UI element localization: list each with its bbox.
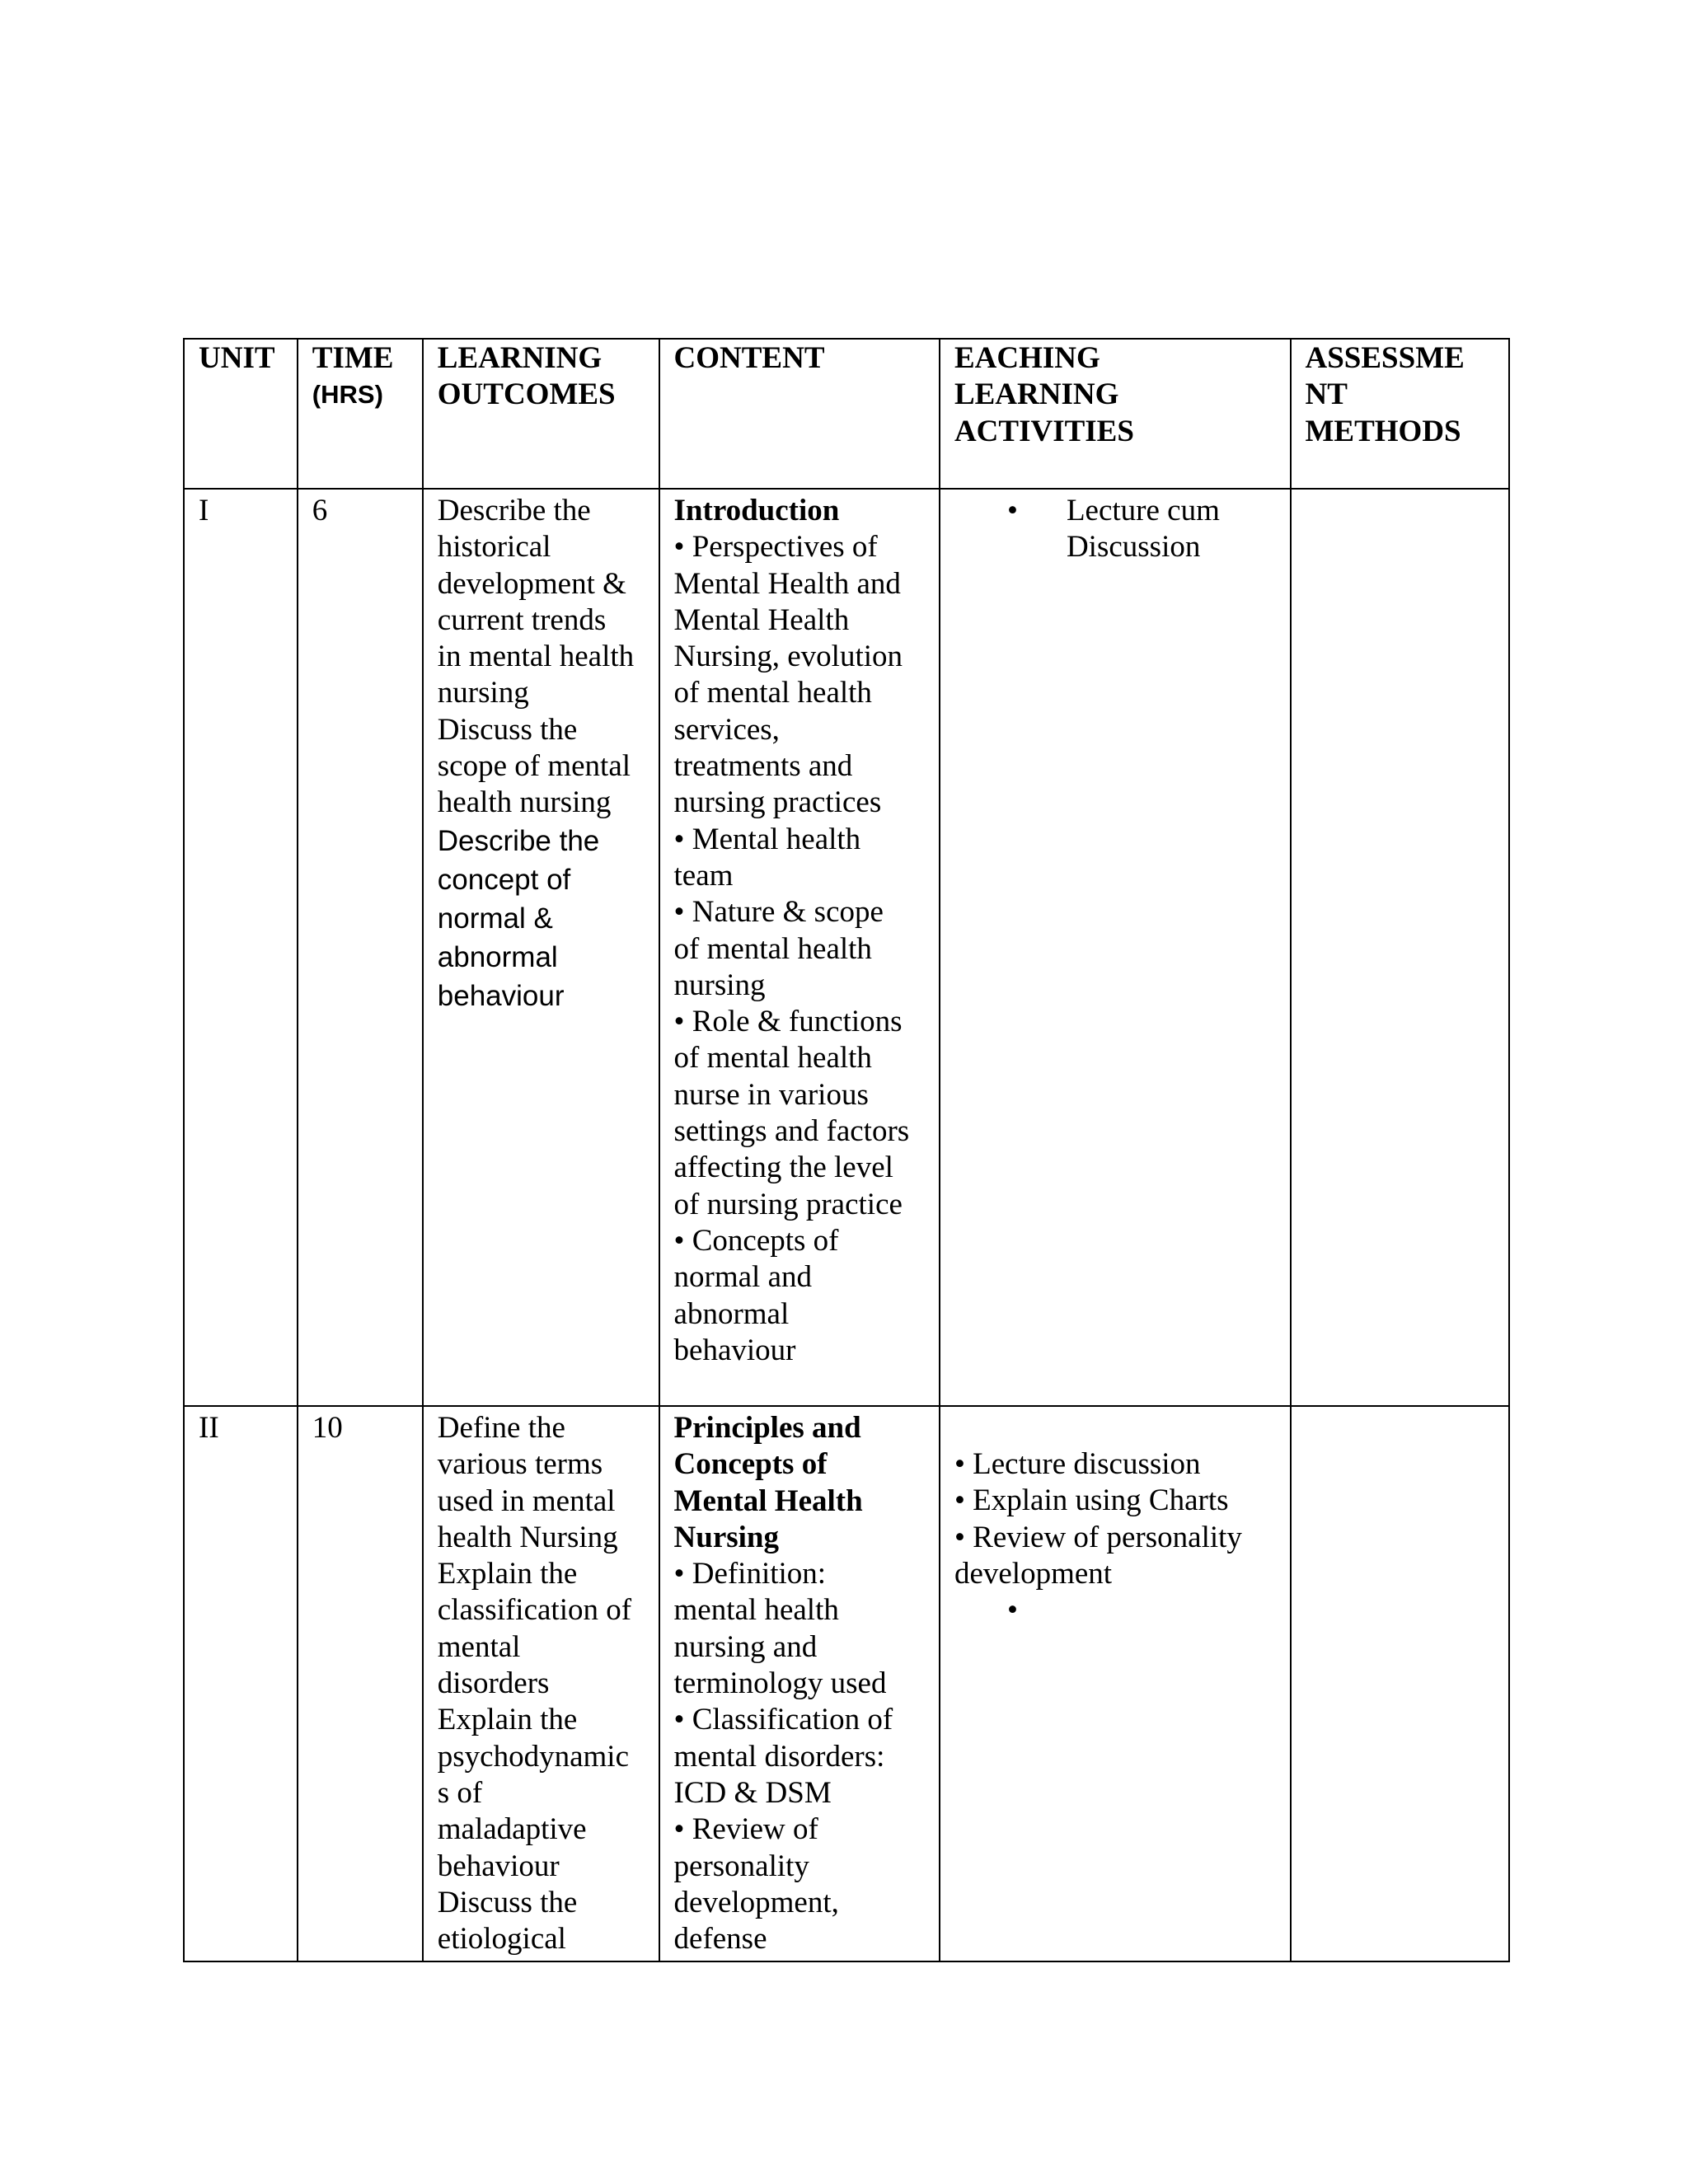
header-assessment-methods: ASSESSME NT METHODS xyxy=(1291,339,1510,489)
bullet-icon: • xyxy=(1006,494,1018,527)
header-time: TIME (HRS) xyxy=(298,339,423,489)
list-item: development xyxy=(954,1556,1113,1591)
table-row xyxy=(184,489,1509,1406)
unit-cell: II xyxy=(184,1406,298,1961)
content-title: Principles and xyxy=(673,1411,861,1445)
teaching-activities-cell xyxy=(940,1406,1291,1961)
assessment-cell xyxy=(1291,1406,1510,1961)
header-time-unit: (HRS) xyxy=(312,380,383,410)
header-content: CONTENT xyxy=(659,339,940,489)
assessment-cell xyxy=(1291,489,1510,1406)
content-cell: Principles and Concepts of Mental Health Nursing • Definition: mental health nursing and terminology used • Classification of mental disorders: ICD & DSM • Review of personality development, defense xyxy=(659,1406,940,1961)
time-cell: 10 xyxy=(298,1406,423,1961)
header-unit: UNIT xyxy=(184,339,298,489)
list-item: • Review of personality xyxy=(954,1520,1242,1554)
content-title: Introduction xyxy=(673,494,840,527)
content-cell: Introduction • Perspectives of Mental Health and Mental Health Nursing, evolution of mental health services, treatments and nursing practices • Mental health team • Nature & scope of mental health nursing • Role & functions of mental health nurse in various settings and factors affecting the level of nursing practice • Concepts of normal and abnormal behaviour xyxy=(659,489,940,1406)
learning-outcomes-cell: Define the various terms used in mental health Nursing Explain the classification of mental disorders Explain the psychodynamic s of maladaptive behaviour Discuss the etiological xyxy=(423,1406,659,1961)
header-teaching-activities: EACHING LEARNING ACTIVITIES xyxy=(940,339,1291,489)
bullet-icon: • xyxy=(1006,1593,1018,1628)
header-row xyxy=(184,339,1509,489)
outcome-sans-block: Describe the concept of normal & abnormal behaviour xyxy=(437,824,600,1012)
table-row xyxy=(184,1406,1509,1961)
teaching-activities-cell xyxy=(940,489,1291,1406)
list-item: • Lecture cum Discussion xyxy=(954,493,1277,566)
header-learning-outcomes: LEARNING OUTCOMES xyxy=(423,339,659,489)
list-item: • Explain using Charts xyxy=(954,1483,1229,1518)
time-cell: 6 xyxy=(298,489,423,1406)
list-item: • Lecture discussion xyxy=(954,1447,1201,1481)
learning-outcomes-cell: Describe the historical development & current trends in mental health nursing Discuss the scope of mental health nursing Describe the concept of normal & abnormal behaviour xyxy=(423,489,659,1406)
unit-cell: I xyxy=(184,489,298,1406)
curriculum-table xyxy=(183,338,1510,1962)
